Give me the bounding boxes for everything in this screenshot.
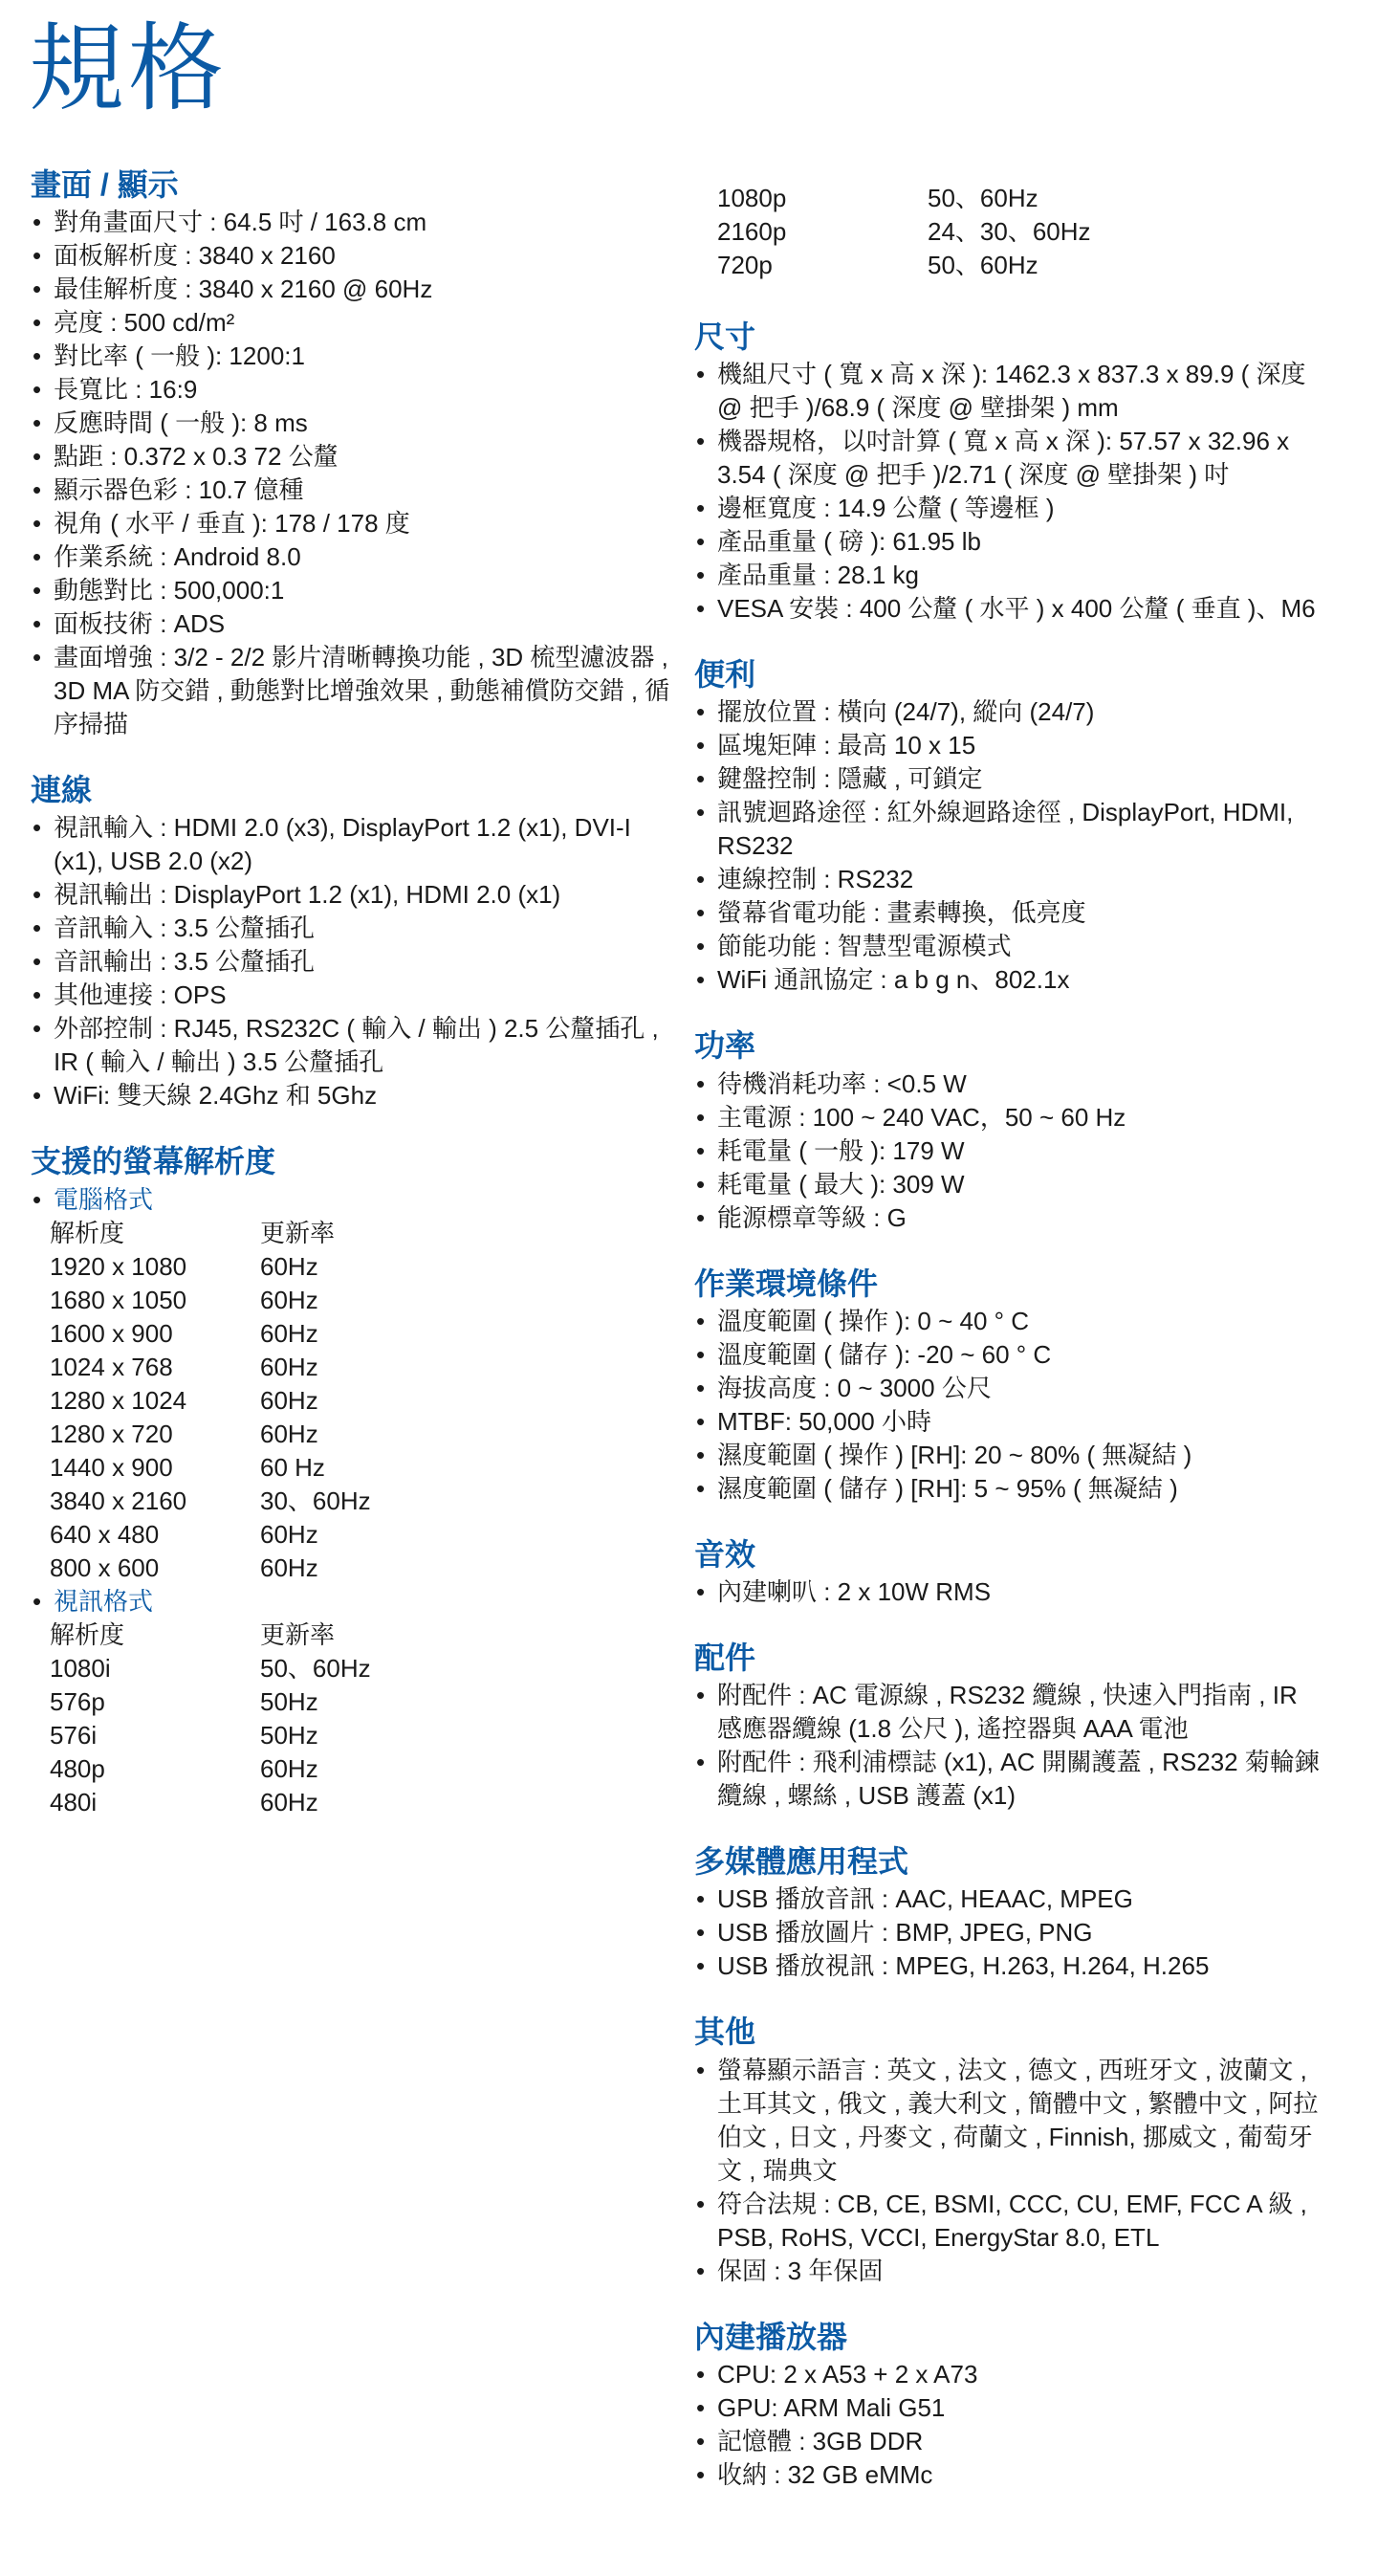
spec-item: • 保固 : 3 年保固 xyxy=(694,2255,1325,2288)
table-row xyxy=(50,1752,671,1786)
spec-item: • 溫度範圍 ( 操作 ): 0 ~ 40 ° C xyxy=(694,1305,1325,1338)
table-row xyxy=(717,182,1325,215)
refresh-rate-cell: 50、60Hz xyxy=(928,251,1038,279)
spec-item: • 螢幕省電功能 : 畫素轉換，低亮度 xyxy=(694,896,1325,930)
spec-item: • 濕度範圍 ( 操作 ) [RH]: 20 ~ 80% ( 無凝結 ) xyxy=(694,1439,1325,1472)
resolution-cell: 1080p xyxy=(717,184,787,212)
resolution-cell: 2160p xyxy=(717,217,787,246)
spec-item: • 訊號迴路途徑 : 紅外線迴路途徑 , DisplayPort, HDMI, RS232 xyxy=(694,796,1325,863)
section-heading: 支援的螢幕解析度 xyxy=(31,1144,276,1179)
resolution-cell: 576i xyxy=(50,1720,98,1750)
refresh-rate-cell: 60Hz xyxy=(260,1519,318,1549)
resolution-cell: 1920 x 1080 xyxy=(50,1251,187,1281)
spec-item: • 作業系統 : Android 8.0 xyxy=(31,540,671,574)
column-header: 解析度 xyxy=(50,1218,125,1247)
table-row xyxy=(50,1384,671,1418)
resolution-cell: 1280 x 720 xyxy=(50,1419,173,1448)
table-row xyxy=(50,1451,671,1485)
spec-item: • 長寬比 : 16:9 xyxy=(31,373,671,407)
refresh-rate-cell: 30、60Hz xyxy=(260,1486,371,1515)
section-heading: 配件 xyxy=(694,1640,756,1675)
spec-list xyxy=(31,811,671,1112)
spec-item: • WiFi: 雙天線 2.4Ghz 和 5Ghz xyxy=(31,1079,671,1112)
spec-item: • 機組尺寸 ( 寬 x 高 x 深 ): 1462.3 x 837.3 x 89.9 ( 深度 @ 把手 )/68.9 ( 深度 @ 壁掛架 ) mm xyxy=(694,358,1325,425)
spec-item: • 附配件 : AC 電源線 , RS232 纜線 , 快速入門指南 , IR 感應器纜線 (1.8 公尺 ), 遙控器與 AAA 電池 xyxy=(694,1679,1325,1746)
right-column xyxy=(694,182,1325,2524)
spec-item: • 濕度範圍 ( 儲存 ) [RH]: 5 ~ 95% ( 無凝結 ) xyxy=(694,1472,1325,1506)
table-row xyxy=(50,1485,671,1518)
spec-item: • 外部控制 : RJ45, RS232C ( 輸入 / 輸出 ) 2.5 公釐插孔 , IR ( 輸入 / 輸出 ) 3.5 公釐插孔 xyxy=(31,1012,671,1079)
spec-list xyxy=(694,2358,1325,2492)
spec-item: • 動態對比 : 500,000:1 xyxy=(31,574,671,607)
spec-item: • USB 播放視訊 : MPEG, H.263, H.264, H.265 xyxy=(694,1949,1325,1983)
spec-item: • 對比率 ( 一般 ): 1200:1 xyxy=(31,340,671,373)
table-row xyxy=(50,1518,671,1552)
spec-item: • 視訊輸出 : DisplayPort 1.2 (x1), HDMI 2.0 (x1) xyxy=(31,878,671,912)
spec-item: • 耗電量 ( 一般 ): 179 W xyxy=(694,1134,1325,1168)
section-misc xyxy=(694,2015,1325,2287)
spec-item: • 其他連接 : OPS xyxy=(31,979,671,1012)
section-environment xyxy=(694,1267,1325,1506)
refresh-rate-cell: 50、60Hz xyxy=(928,184,1038,212)
refresh-rate-cell: 60Hz xyxy=(260,1352,318,1381)
spec-item: • 連線控制 : RS232 xyxy=(694,863,1325,896)
spec-list xyxy=(694,1882,1325,1983)
spec-item: • 產品重量 ( 磅 ): 61.95 lb xyxy=(694,525,1325,559)
section-power xyxy=(694,1029,1325,1234)
table-row xyxy=(50,1418,671,1451)
spec-item: • 能源標章等級 : G xyxy=(694,1201,1325,1235)
refresh-rate-cell: 50Hz xyxy=(260,1720,318,1750)
section-player xyxy=(694,2321,1325,2492)
table-row xyxy=(50,1250,671,1284)
resolution-cell: 1440 x 900 xyxy=(50,1452,173,1482)
spec-item: • GPU: ARM Mali G51 xyxy=(694,2391,1325,2425)
section-heading: 音效 xyxy=(694,1536,756,1572)
spec-item: • 節能功能 : 智慧型電源模式 xyxy=(694,930,1325,963)
refresh-rate-cell: 60Hz xyxy=(260,1787,318,1816)
spec-item: • 區塊矩陣 : 最高 10 x 15 xyxy=(694,729,1325,762)
spec-item: • 顯示器色彩 : 10.7 億種 xyxy=(31,473,671,507)
resolution-cell: 720p xyxy=(717,251,773,279)
section-heading: 作業環境條件 xyxy=(694,1266,879,1301)
refresh-rate-cell: 50Hz xyxy=(260,1686,318,1716)
spec-item: • 音訊輸入 : 3.5 公釐插孔 xyxy=(31,912,671,945)
refresh-rate-cell: 60 Hz xyxy=(260,1452,325,1482)
spec-item: • 擺放位置 : 橫向 (24/7), 縱向 (24/7) xyxy=(694,695,1325,729)
resolution-cell: 640 x 480 xyxy=(50,1519,160,1549)
spec-item: • 收納 : 32 GB eMMc xyxy=(694,2458,1325,2492)
spec-item: • MTBF: 50,000 小時 xyxy=(694,1405,1325,1439)
spec-list xyxy=(694,1305,1325,1506)
spec-item: • 主電源 : 100 ~ 240 VAC，50 ~ 60 Hz xyxy=(694,1101,1325,1134)
section-heading: 便利 xyxy=(694,657,756,693)
resolution-cell: 480p xyxy=(50,1753,105,1783)
spec-item: • 視訊輸入 : HDMI 2.0 (x3), DisplayPort 1.2 (x1), DVI-I (x1), USB 2.0 (x2) xyxy=(31,811,671,878)
spec-item: • 視角 ( 水平 / 垂直 ): 178 / 178 度 xyxy=(31,507,671,540)
column-header: 更新率 xyxy=(260,1218,336,1247)
video-resolution-table xyxy=(50,1618,671,1819)
refresh-rate-cell: 60Hz xyxy=(260,1251,318,1281)
spec-item: • 溫度範圍 ( 儲存 ): -20 ~ 60 ° C xyxy=(694,1338,1325,1372)
spec-item: • 反應時間 ( 一般 ): 8 ms xyxy=(31,407,671,440)
refresh-rate-cell: 60Hz xyxy=(260,1753,318,1783)
table-body xyxy=(50,1652,671,1819)
resolution-cell: 1024 x 768 xyxy=(50,1352,173,1381)
video-resolution-table-continued xyxy=(717,182,1325,282)
spec-item: • CPU: 2 x A53 + 2 x A73 xyxy=(694,2358,1325,2391)
table-row xyxy=(50,1719,671,1752)
spec-item: • 鍵盤控制 : 隱藏 , 可鎖定 xyxy=(694,762,1325,796)
section-connectivity xyxy=(31,774,671,1112)
spec-list xyxy=(694,1679,1325,1813)
section-accessories xyxy=(694,1641,1325,1813)
spec-item: • 符合法規 : CB, CE, BSMI, CCC, CU, EMF, FCC A 級 , PSB, RoHS, VCCI, EnergyStar 8.0, ETL xyxy=(694,2188,1325,2255)
table-body xyxy=(50,1250,671,1585)
spec-item: • 螢幕顯示語言 : 英文 , 法文 , 德文 , 西班牙文 , 波蘭文 , 土耳其文 , 俄文 , 義大利文 , 簡體中文 , 繁體中文 , 阿拉伯文 , 日文 , 丹麥文 , 荷蘭文 , Finnish, 挪威文 , 葡萄牙文 , 瑞典文 xyxy=(694,2054,1325,2188)
resolution-cell: 1080i xyxy=(50,1653,111,1683)
table-header-row xyxy=(50,1618,671,1652)
resolution-cell: 1280 x 1024 xyxy=(50,1385,187,1415)
page-title: 規格 xyxy=(29,15,228,122)
spec-list xyxy=(694,1575,1325,1609)
spec-item: • 附配件 : 飛利浦標誌 (x1), AC 開關護蓋 , RS232 菊輪鍊纜線 , 螺絲 , USB 護蓋 (x1) xyxy=(694,1746,1325,1813)
refresh-rate-cell: 60Hz xyxy=(260,1285,318,1314)
pc-resolution-table xyxy=(50,1217,671,1585)
refresh-rate-cell: 60Hz xyxy=(260,1419,318,1448)
spec-item: • 點距 : 0.372 x 0.3 72 公釐 xyxy=(31,440,671,473)
section-heading: 其他 xyxy=(694,2015,756,2050)
spec-list xyxy=(694,695,1325,997)
spec-item: • 機器規格，以吋計算 ( 寬 x 高 x 深 ): 57.57 x 32.96 x 3.54 ( 深度 @ 把手 )/2.71 ( 深度 @ 壁掛架 ) 吋 xyxy=(694,425,1325,492)
spec-item: • 最佳解析度 : 3840 x 2160 @ 60Hz xyxy=(31,273,671,306)
table-row xyxy=(50,1317,671,1351)
section-sound xyxy=(694,1538,1325,1609)
pc-format-label: • 電腦格式 xyxy=(31,1183,671,1217)
section-resolutions xyxy=(31,1145,671,1818)
spec-item: • 海拔高度 : 0 ~ 3000 公尺 xyxy=(694,1372,1325,1405)
refresh-rate-cell: 60Hz xyxy=(260,1385,318,1415)
spec-list xyxy=(694,358,1325,626)
section-convenience xyxy=(694,658,1325,997)
spec-item: • 面板解析度 : 3840 x 2160 xyxy=(31,239,671,273)
column-header: 更新率 xyxy=(260,1619,336,1649)
video-format-label: • 視訊格式 xyxy=(31,1585,671,1618)
resolution-cell: 1600 x 900 xyxy=(50,1318,173,1348)
table-header-row xyxy=(50,1217,671,1250)
spec-list xyxy=(31,206,671,741)
refresh-rate-cell: 24、30、60Hz xyxy=(928,217,1091,246)
section-dimensions xyxy=(694,320,1325,626)
section-heading: 多媒體應用程式 xyxy=(694,1844,909,1880)
spec-item: • 記憶體 : 3GB DDR xyxy=(694,2425,1325,2458)
section-heading: 功率 xyxy=(694,1028,756,1064)
table-row xyxy=(717,249,1325,282)
section-heading: 尺寸 xyxy=(694,319,756,354)
resolution-cell: 800 x 600 xyxy=(50,1552,160,1582)
refresh-rate-cell: 60Hz xyxy=(260,1318,318,1348)
resolution-cell: 480i xyxy=(50,1787,98,1816)
spec-item: • WiFi 通訊協定 : a b g n、802.1x xyxy=(694,963,1325,997)
table-row xyxy=(50,1786,671,1819)
spec-item: • VESA 安裝 : 400 公釐 ( 水平 ) x 400 公釐 ( 垂直 )、M6 xyxy=(694,592,1325,626)
resolution-cell: 1680 x 1050 xyxy=(50,1285,187,1314)
table-row xyxy=(50,1351,671,1384)
section-heading: 連線 xyxy=(31,773,93,808)
spec-item: • 畫面增強 : 3/2 - 2/2 影片清晰轉換功能 , 3D 梳型濾波器 , 3D MA 防交錯 , 動態對比增強效果 , 動態補償防交錯 , 循序掃描 xyxy=(31,641,671,741)
spec-item: • 邊框寬度 : 14.9 公釐 ( 等邊框 ) xyxy=(694,492,1325,525)
spec-item: • 內建喇叭 : 2 x 10W RMS xyxy=(694,1575,1325,1609)
section-heading: 畫面 / 顯示 xyxy=(31,167,179,202)
spec-item: • 待機消耗功率 : <0.5 W xyxy=(694,1068,1325,1101)
spec-list xyxy=(694,1068,1325,1235)
section-heading: 內建播放器 xyxy=(694,2319,848,2354)
spec-item: • 產品重量 : 28.1 kg xyxy=(694,559,1325,592)
table-row xyxy=(717,215,1325,249)
spec-item: • USB 播放圖片 : BMP, JPEG, PNG xyxy=(694,1916,1325,1949)
table-row xyxy=(50,1552,671,1585)
spec-item: • 亮度 : 500 cd/m² xyxy=(31,306,671,340)
table-row xyxy=(50,1652,671,1685)
spec-item: • 面板技術 : ADS xyxy=(31,607,671,641)
spec-list xyxy=(694,2054,1325,2288)
table-row xyxy=(50,1685,671,1719)
refresh-rate-cell: 50、60Hz xyxy=(260,1653,371,1683)
resolution-cell: 3840 x 2160 xyxy=(50,1486,187,1515)
refresh-rate-cell: 60Hz xyxy=(260,1552,318,1582)
spec-item: • 音訊輸出 : 3.5 公釐插孔 xyxy=(31,945,671,979)
section-multimedia xyxy=(694,1845,1325,1983)
spec-item: • 對角畫面尺寸 : 64.5 吋 / 163.8 cm xyxy=(31,206,671,239)
spec-item: • USB 播放音訊 : AAC, HEAAC, MPEG xyxy=(694,1882,1325,1916)
spec-item: • 耗電量 ( 最大 ): 309 W xyxy=(694,1168,1325,1201)
left-column xyxy=(31,168,671,1852)
section-display xyxy=(31,168,671,741)
resolution-cell: 576p xyxy=(50,1686,105,1716)
table-row xyxy=(50,1284,671,1317)
column-header: 解析度 xyxy=(50,1619,125,1649)
